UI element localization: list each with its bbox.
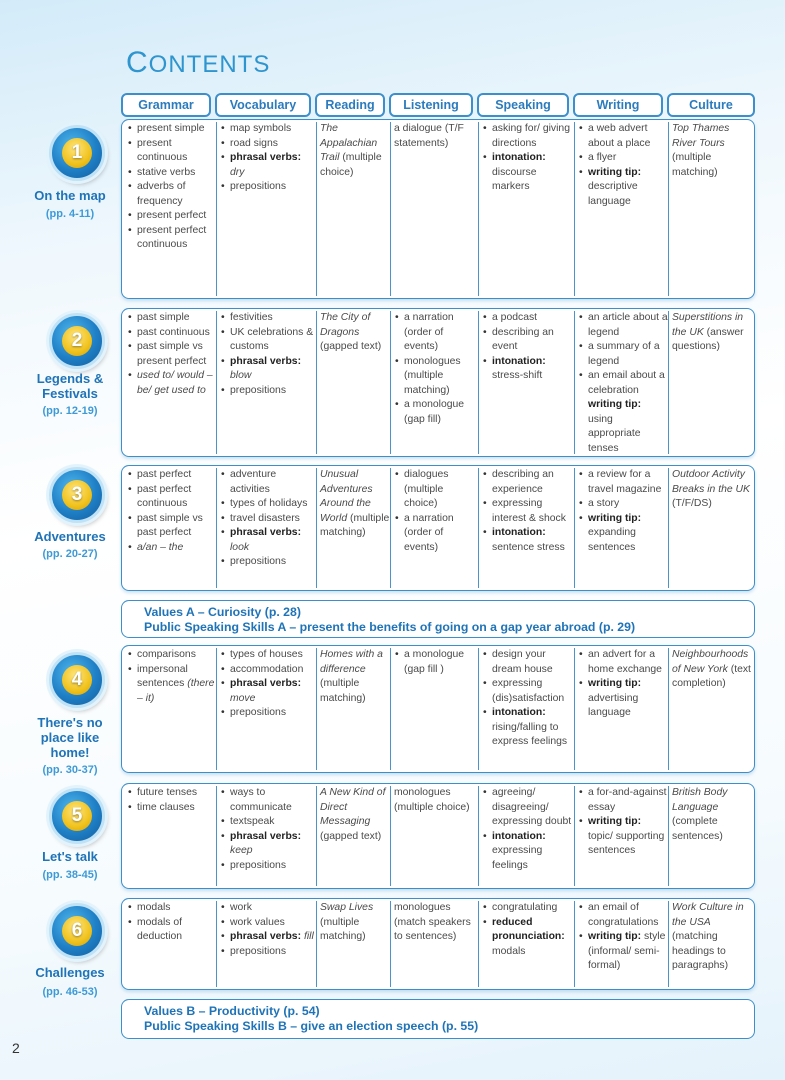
values-b-box [121,999,755,1039]
listening-cell: • a narration (order of events) • monologues (multiple matching) • a monologue (gap fill) [390,311,478,454]
culture-cell: Top Thames River Tours (multiple matching) [668,122,752,296]
unit-6-pages: (pp. 46-53) [42,986,98,998]
writing-cell: • a for-and-against essay • writing tip: topic/ supporting sentences [574,786,668,886]
unit-6-badge: 6 [49,903,105,959]
unit-2-pages: (pp. 12-19) [42,405,98,417]
grammar-cell: • future tenses • time clauses [124,786,216,886]
culture-cell: Superstitions in the UK (answer questions) [668,311,752,454]
culture-cell: Neighbourhoods of New York (text completion) [668,648,752,770]
unit-4-row [121,645,755,773]
listening-cell: monologues (multiple choice) [390,786,478,886]
writing-cell: • an email of congratulations • writing tip: style (informal/ semi-formal) [574,901,668,987]
page-number: 2 [12,1040,20,1056]
grammar-cell: • modals • modals of deduction [124,901,216,987]
unit-4-badge: 4 [49,652,105,708]
unit-6-title: Challenges [35,965,105,980]
reading-cell: Swap Lives (multiple matching) [316,901,390,987]
values-b-title: Values B – Productivity (p. 54) [144,1004,320,1018]
reading-cell: A New Kind of Direct Messaging (gapped text) [316,786,390,886]
listening-cell: a dialogue (T/F statements) [390,122,478,296]
listening-cell: monologues (match speakers to sentences) [390,901,478,987]
vocabulary-cell: • types of houses • accommodation • phrasal verbs: move • prepositions [216,648,316,770]
culture-cell: Outdoor Activity Breaks in the UK (T/F/DS) [668,468,752,588]
values-a-box [121,600,755,638]
unit-3-badge: 3 [49,467,105,523]
listening-cell: • dialogues (multiple choice) • a narration (order of events) [390,468,478,588]
public-speaking-a: Public Speaking Skills A – present the benefits of going on a gap year abroad (p. 29) [144,620,636,634]
speaking-cell: • design your dream house • expressing (dis)satisfaction • intonation: rising/falling to express feelings [478,648,574,770]
reading-cell: The City of Dragons (gapped text) [316,311,390,454]
header-vocabulary: Vocabulary [215,93,311,117]
listening-cell: • a monologue (gap fill ) [390,648,478,770]
unit-5-badge: 5 [49,788,105,844]
header-writing: Writing [573,93,663,117]
unit-2-row [121,308,755,457]
reading-cell: Homes with a difference (multiple matching) [316,648,390,770]
unit-5-pages: (pp. 38-45) [42,869,98,881]
header-grammar: Grammar [121,93,211,117]
unit-1-pages: (pp. 4-11) [45,208,95,220]
unit-1-row [121,119,755,299]
unit-5-title: Let's talk [42,849,98,864]
writing-cell: • an article about a legend • a summary of a legend • an email about a celebration writing tip: using appropriate tenses [574,311,668,454]
grammar-cell: • present simple • present continuous • stative verbs • adverbs of frequency • present perfect • present perfect continuous [124,122,216,296]
grammar-cell: • past perfect • past perfect continuous • past simple vs past perfect • a/an – the [124,468,216,588]
page-title: CONTENTS [126,46,271,79]
reading-cell: Unusual Adventures Around the World (multiple matching) [316,468,390,588]
vocabulary-cell: • ways to communicate • textspeak • phrasal verbs: keep • prepositions [216,786,316,886]
header-culture: Culture [667,93,755,117]
unit-6-row [121,898,755,990]
vocabulary-cell: • work • work values • phrasal verbs: fill • prepositions [216,901,316,987]
public-speaking-b: Public Speaking Skills B – give an election speech (p. 55) [144,1019,479,1033]
unit-4-pages: (pp. 30-37) [42,764,98,776]
unit-3-row [121,465,755,591]
speaking-cell: • asking for/ giving directions • intonation: discourse markers [478,122,574,296]
writing-cell: • a web advert about a place • a flyer • writing tip: descriptive language [574,122,668,296]
writing-cell: • an advert for a home exchange • writing tip: advertising language [574,648,668,770]
unit-3-pages: (pp. 20-27) [42,548,98,560]
unit-5-row [121,783,755,889]
speaking-cell: • congratulating • reduced pronunciation: modals [478,901,574,987]
vocabulary-cell: • map symbols • road signs • phrasal verbs: dry • prepositions [216,122,316,296]
culture-cell: British Body Language (complete sentences) [668,786,752,886]
header-reading: Reading [315,93,385,117]
grammar-cell: • past simple • past continuous • past simple vs present perfect • used to/ would – be/ get used to [124,311,216,454]
unit-2-title: Legends & Festivals [36,371,104,401]
unit-1-badge: 1 [49,125,105,181]
writing-cell: • a review for a travel magazine • a story • writing tip: expanding sentences [574,468,668,588]
header-speaking: Speaking [477,93,569,117]
culture-cell: Work Culture in the USA (matching headings to paragraphs) [668,901,752,987]
vocabulary-cell: • festivities • UK celebrations & customs • phrasal verbs: blow • prepositions [216,311,316,454]
speaking-cell: • a podcast • describing an event • intonation: stress-shift [478,311,574,454]
unit-2-badge: 2 [49,313,105,369]
values-a-title: Values A – Curiosity (p. 28) [144,605,301,619]
unit-3-title: Adventures [34,529,106,544]
vocabulary-cell: • adventure activities • types of holidays • travel disasters • phrasal verbs: look • prepositions [216,468,316,588]
grammar-cell: • comparisons • impersonal sentences (there – it) [124,648,216,770]
unit-1-title: On the map [34,188,106,203]
speaking-cell: • agreeing/ disagreeing/ expressing doubt • intonation: expressing feelings [478,786,574,886]
header-listening: Listening [389,93,473,117]
reading-cell: The Appalachian Trail (multiple choice) [316,122,390,296]
unit-4-title: There's no place like home! [37,715,103,760]
speaking-cell: • describing an experience • expressing interest & shock • intonation: sentence stress [478,468,574,588]
